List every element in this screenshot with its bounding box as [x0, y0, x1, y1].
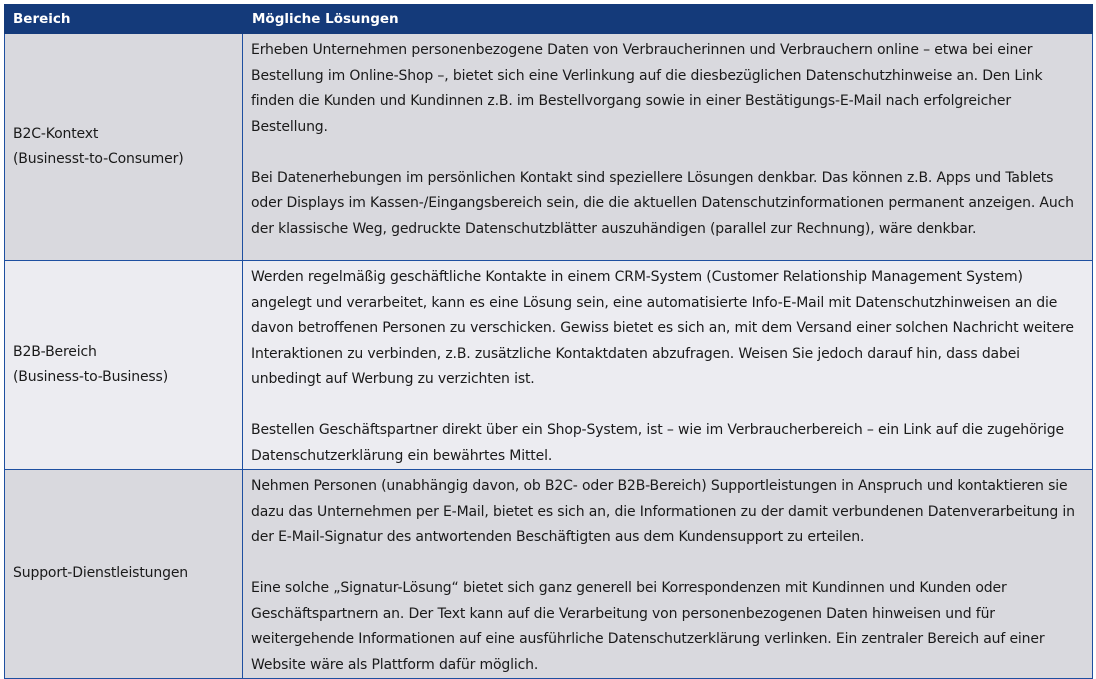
area-subtitle: (Businesst-to-Consumer) [13, 151, 184, 167]
area-cell [5, 34, 243, 261]
area-title: B2B-Bereich [13, 343, 97, 360]
table-row-support [5, 470, 1093, 679]
solution-cell [243, 470, 1093, 679]
solutions-table [4, 4, 1093, 679]
document-table-wrapper [4, 4, 1092, 679]
header-row [5, 5, 1093, 34]
table-row-b2b [5, 261, 1093, 470]
solution-cell [243, 261, 1093, 470]
header-solutions: Mögliche Lösungen [243, 5, 1093, 34]
area-subtitle: (Business-to-Business) [13, 369, 169, 385]
header-area: Bereich [5, 5, 243, 34]
table-header [5, 5, 1093, 34]
area-title: Support-Dienstleistungen [13, 565, 189, 582]
solution-cell [243, 34, 1093, 261]
solution-paragraph: Bei Datenerhebungen im persönlichen Kontakt sind speziellere Lösungen denkbar. Das können z.B. Apps und Tablets oder Displays im Kassen-/Eingangsbereich sein, die die aktuellen Datenschutzinformationen permanent anzeigen. Auch der klassische Weg, gedruckte Datenschutzblätter auszuhändigen (parallel zur Rechnung), wäre denkbar. [251, 169, 1074, 237]
table-row-b2c [5, 34, 1093, 261]
solution-paragraph: Bestellen Geschäftspartner direkt über ein Shop-System, ist – wie im Verbraucherbereich – ein Link auf die zugehörige Datenschutzerklärung ein bewährtes Mittel. [251, 422, 1064, 464]
area-title: B2C-Kontext [13, 125, 99, 142]
area-cell [5, 470, 243, 679]
solution-paragraph: Werden regelmäßig geschäftliche Kontakte in einem CRM-System (Customer Relationship Management System) angelegt und verarbeitet, kann es eine Lösung sein, eine automatisierte Info-E-Mail mit Datenschutzhinweisen an die davon betroffenen Personen zu verschicken. Gewiss bietet es sich an, mit dem Versand einer solchen Nachricht weitere Interaktionen zu verbinden, z.B. zusätzliche Kontaktdaten abzufragen. Weisen Sie jedoch darauf hin, dass dabei unbedingt auf Werbung zu verzichten ist. [251, 269, 1074, 387]
area-cell [5, 261, 243, 470]
solution-paragraph: Nehmen Personen (unabhängig davon, ob B2C- oder B2B-Bereich) Supportleistungen in Anspruch und kontaktieren sie dazu das Unternehmen per E-Mail, bietet es sich an, die Informationen zu der damit verbundenen Datenverarbeitung in der E-Mail-Signatur des antwortenden Beschäftigten aus dem Kundensupport zu erteilen. [251, 478, 1075, 545]
solution-paragraph: Eine solche „Signatur-Lösung“ bietet sich ganz generell bei Korrespondenzen mit Kundinnen und Kunden oder Geschäftspartnern an. Der Text kann auf die Verarbeitung von personenbezogenen Daten hinweisen und für weitergehende Informationen auf eine ausführliche Datenschutzerklärung verlinken. Ein zentraler Bereich auf einer Website wäre als Plattform dafür möglich. [251, 580, 1045, 673]
solution-paragraph: Erheben Unternehmen personenbezogene Daten von Verbraucherinnen und Verbrauchern online – etwa bei einer Bestellung im Online-Shop –, bietet sich eine Verlinkung auf die diesbezüglichen Datenschutzhinweise an. Den Link finden die Kunden und Kundinnen z.B. im Bestellvorgang sowie in einer Bestätigungs-E-Mail nach erfolgreicher Bestellung. [251, 42, 1043, 135]
